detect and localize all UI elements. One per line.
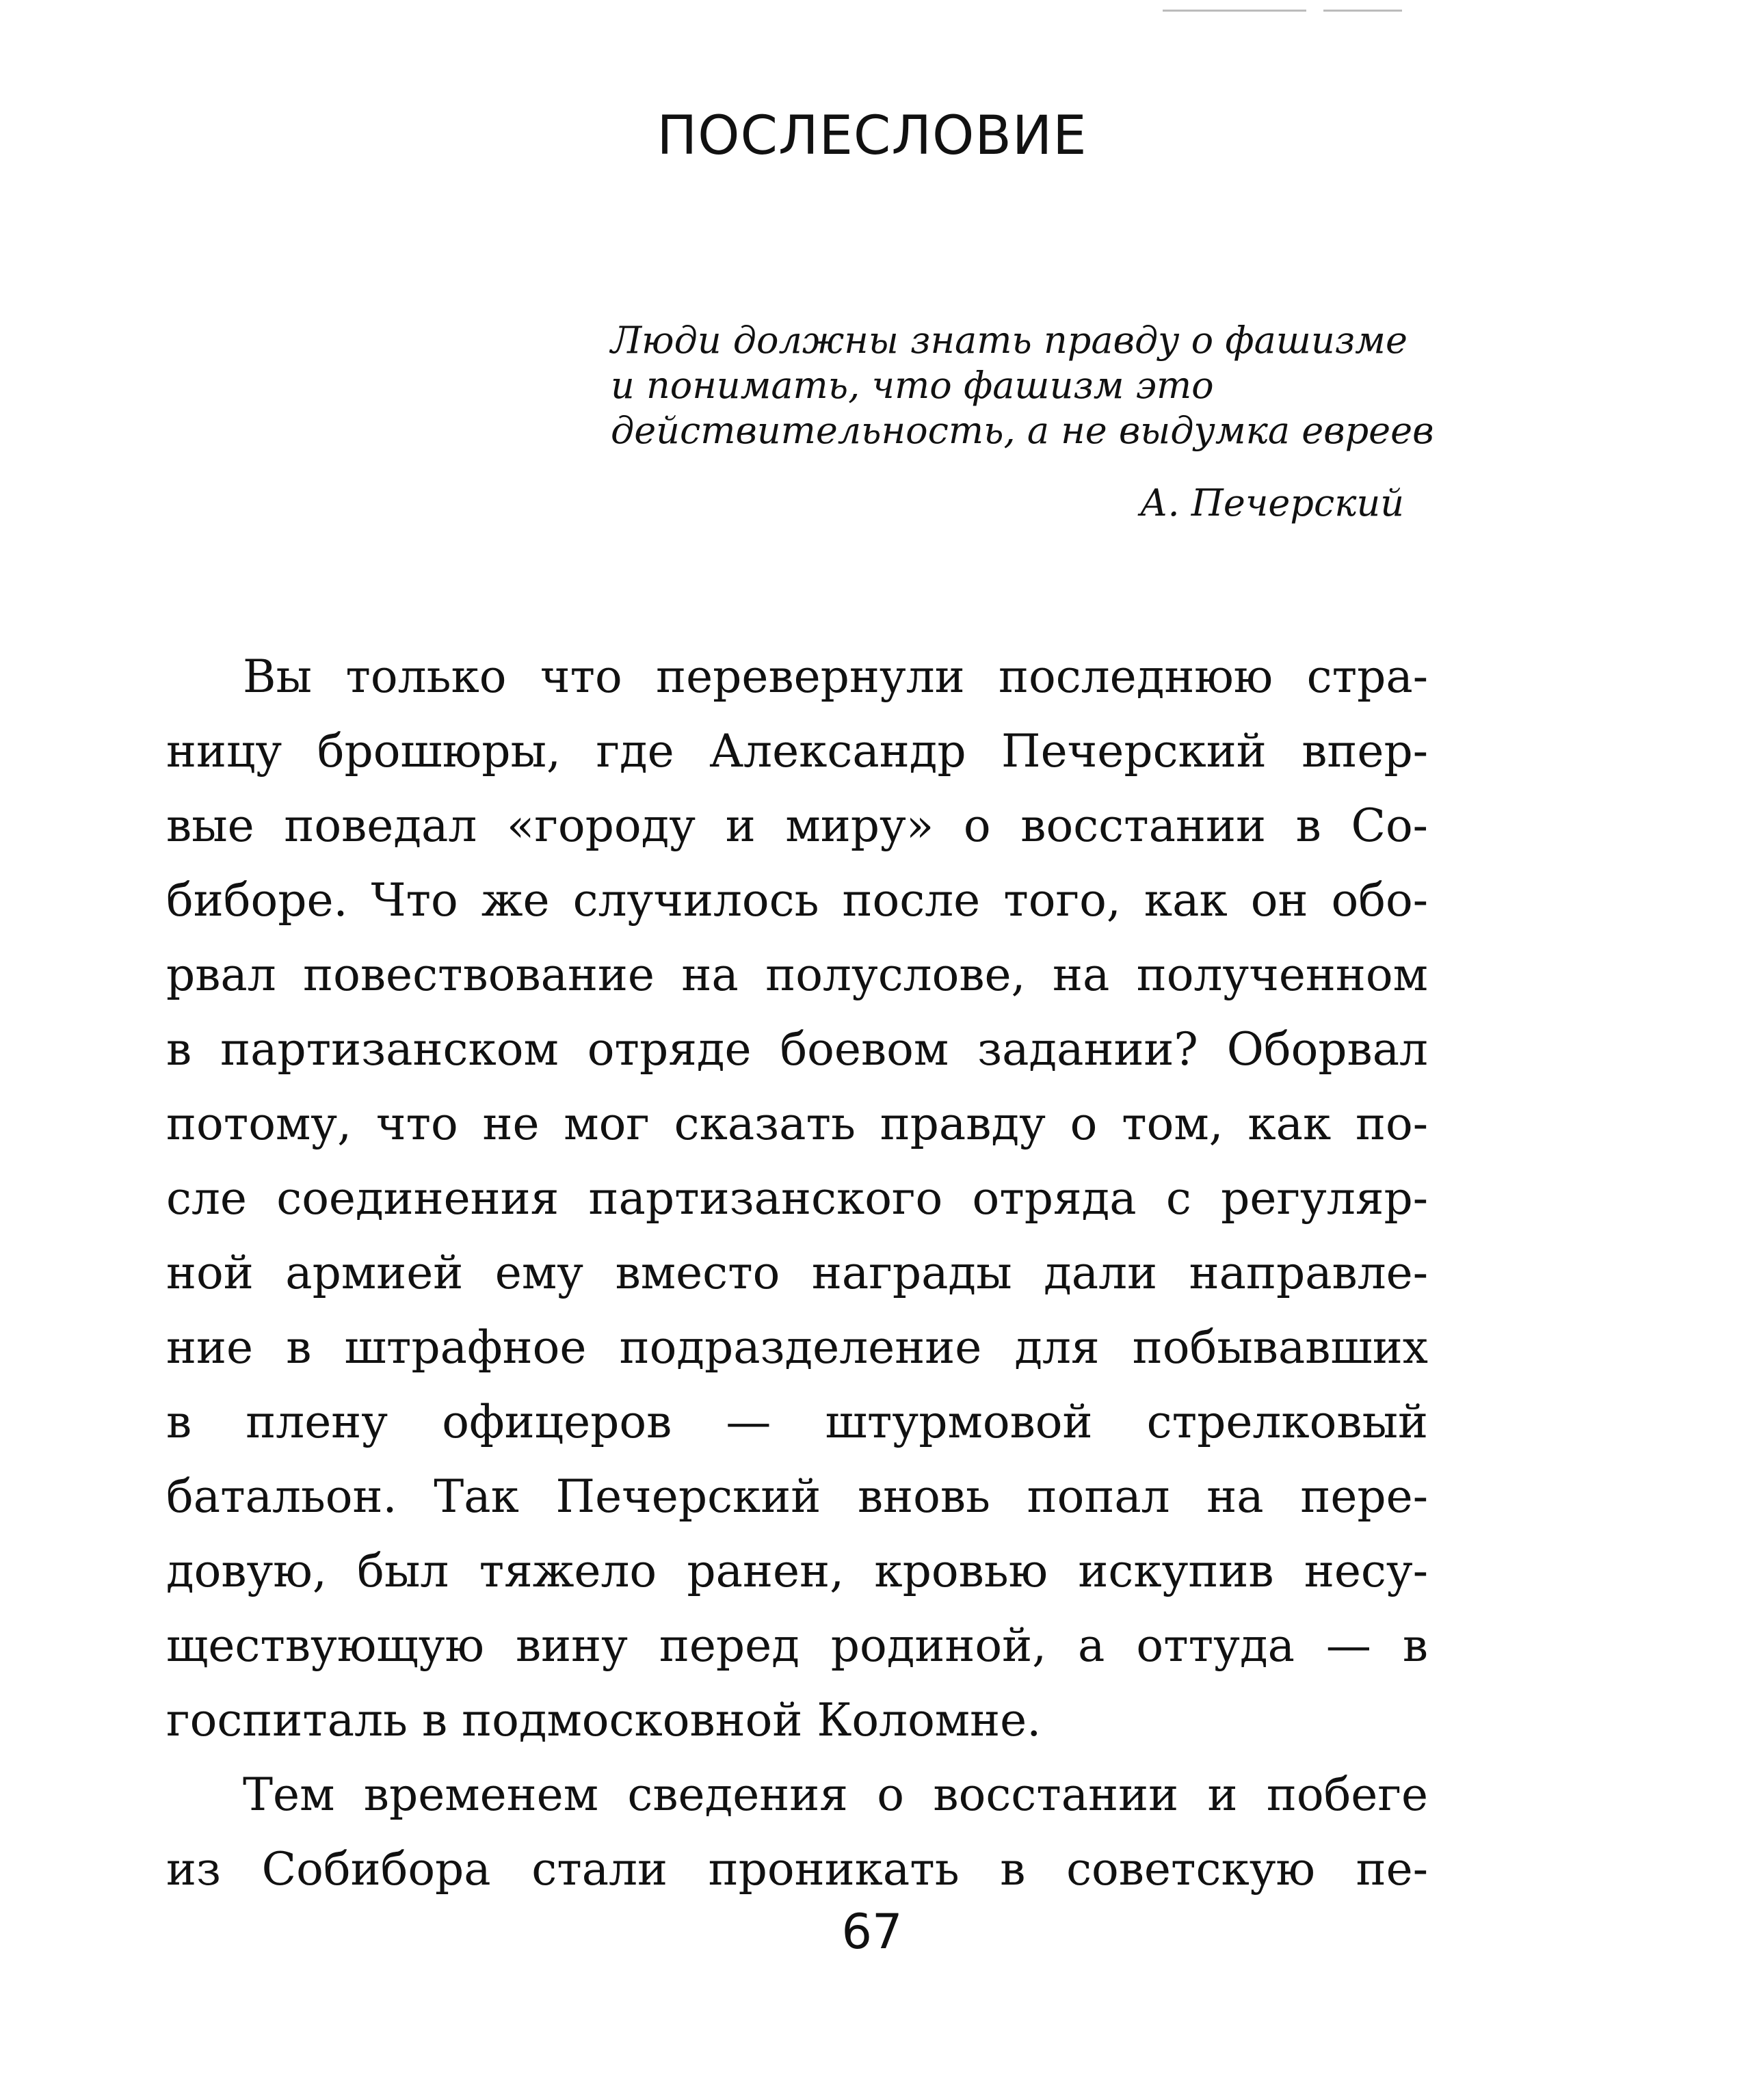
epigraph	[611, 318, 1434, 526]
text-line: госпиталь в подмосковной Коломне.	[166, 1694, 1042, 1746]
text-line: из Собибора стали проникать в советскую пе-	[166, 1843, 1428, 1896]
text-line: рвал повествование на полуслове, на полученном	[166, 948, 1428, 1001]
text-line: вые поведал «городу и миру» о восстании в Со-	[166, 799, 1428, 852]
text-line: Вы только что перевернули последнюю стра-	[243, 650, 1428, 703]
text-line: довую, был тяжело ранен, кровью искупив несу-	[166, 1545, 1428, 1597]
epigraph-line: Люди должны знать правду о фашизме	[611, 319, 1408, 362]
text-line: ной армией ему вместо награды дали направле-	[166, 1247, 1428, 1299]
text-line: ницу брошюры, где Александр Печерский впер-	[166, 725, 1428, 777]
chapter-heading: ПОСЛЕСЛОВИЕ	[657, 105, 1087, 167]
text-line: в плену офицеров — штурмовой стрелковый	[166, 1396, 1428, 1448]
text-line: сле соединения партизанского отряда с регуляр-	[166, 1172, 1428, 1225]
text-line: ществующую вину перед родиной, а оттуда — в	[166, 1619, 1428, 1672]
paragraph	[166, 1757, 1428, 1906]
paragraph	[166, 639, 1428, 1757]
text-line: в партизанском отряде боевом задании? Оборвал	[166, 1023, 1428, 1076]
scan-edge-mark	[1323, 10, 1402, 12]
page-number: 67	[841, 1904, 903, 1960]
text-line: Тем временем сведения о восстании и побеге	[243, 1768, 1428, 1821]
epigraph-line: действительность, а не выдумка евреев	[611, 409, 1434, 452]
scan-edge-mark	[1163, 10, 1306, 12]
text-line: батальон. Так Печерский вновь попал на пере-	[166, 1470, 1428, 1523]
text-line: биборе. Что же случилось после того, как он обо-	[166, 874, 1428, 927]
text-line: потому, что не мог сказать правду о том, как по-	[166, 1098, 1428, 1150]
epigraph-author: А. Печерский	[1139, 481, 1404, 524]
body-text	[166, 639, 1428, 1906]
text-line: ние в штрафное подразделение для побывавших	[166, 1321, 1428, 1374]
epigraph-line: и понимать, что фашизм это	[611, 364, 1214, 407]
